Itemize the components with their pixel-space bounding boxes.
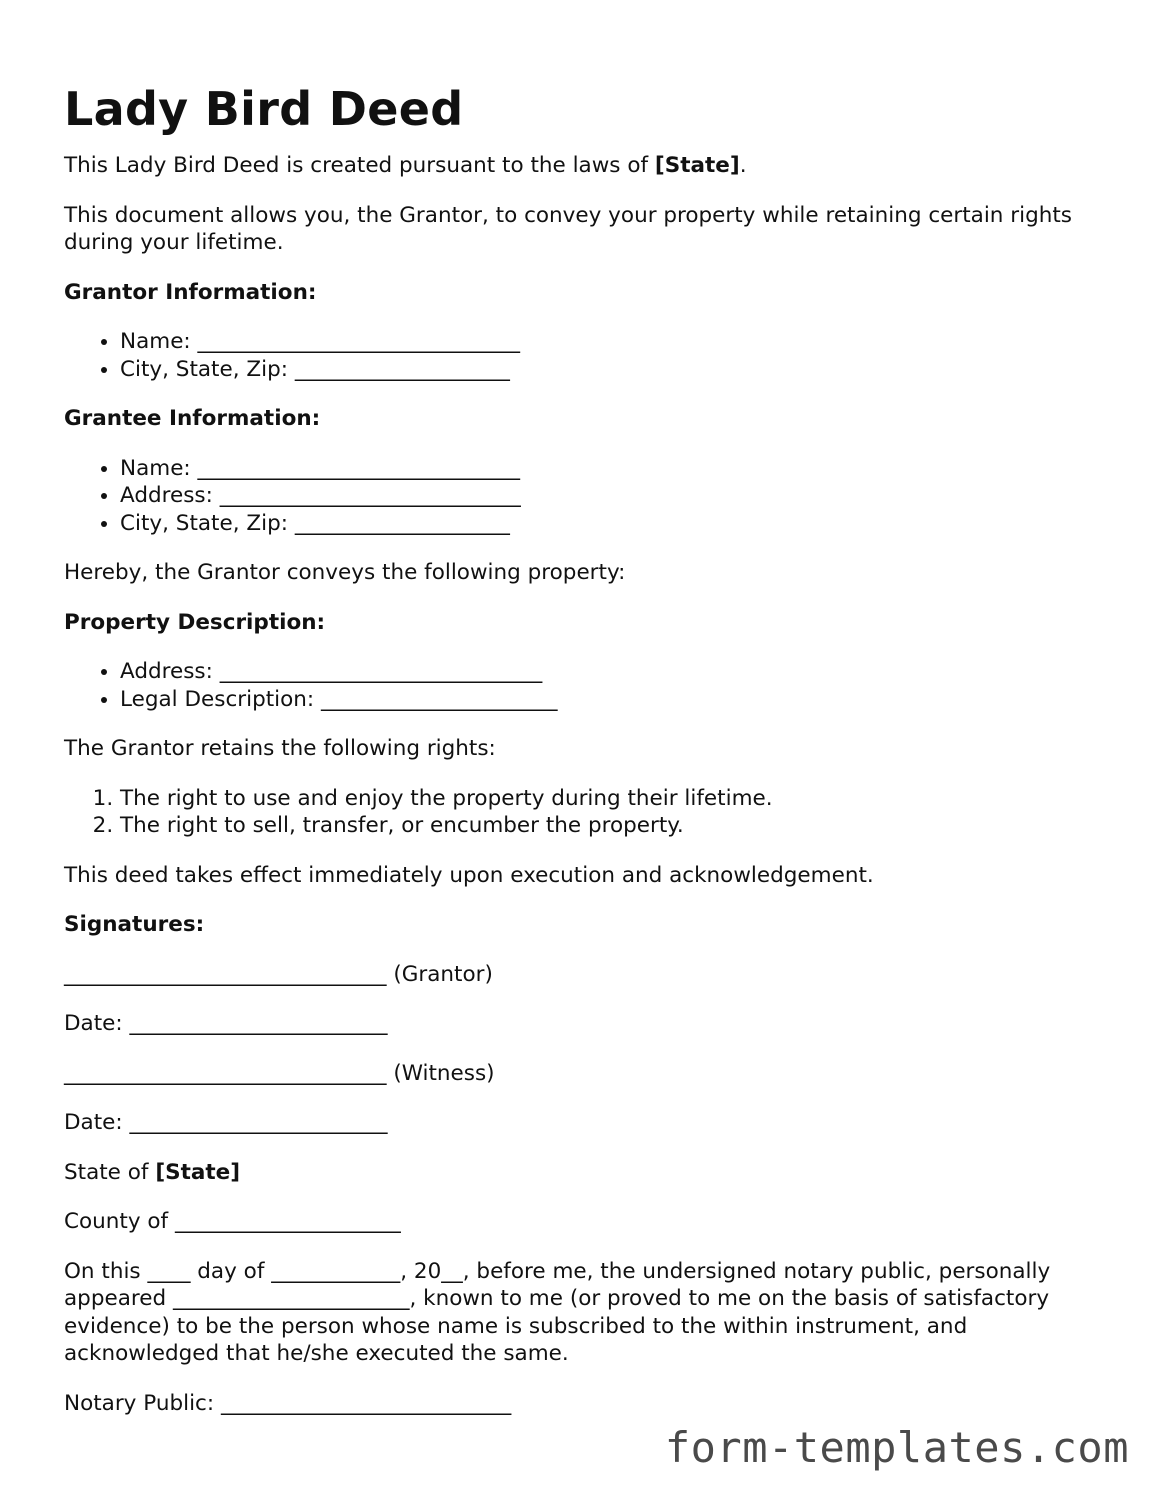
deed-document	[64, 80, 1124, 1439]
notary-state-line	[64, 1159, 1124, 1187]
grantor-heading: Grantor Information:	[64, 279, 317, 305]
signatures-heading: Signatures:	[64, 912, 205, 937]
grantee-address-field: • Address: ____________________________	[120, 482, 1124, 510]
intro-paragraph	[64, 152, 1124, 180]
notary-acknowledgement: On this ____ day of ____________, 20__, before me, the undersigned notary public, personally appeared ______________________, known to me (or proved to me on the basis of satisfactory evidence) to be the person whose name is subscribed to the within instrument, and acknowledged that he/she executed the same.	[64, 1258, 1051, 1366]
grantee-city-field: • City, State, Zip: ____________________	[120, 510, 1124, 538]
property-list	[64, 658, 1124, 713]
notary-state-placeholder: [State]	[155, 1159, 241, 1185]
intro-suffix: .	[739, 153, 747, 178]
effect-paragraph: This deed takes effect immediately upon execution and acknowledgement.	[64, 862, 874, 888]
right-item: 2. The right to sell, transfer, or encumber the property.	[120, 812, 1124, 840]
intro-state-placeholder: [State]	[654, 153, 740, 178]
grantor-city-field: • City, State, Zip: ____________________	[120, 356, 1124, 384]
purpose-paragraph: This document allows you, the Grantor, to convey your property while retaining certain rights during your lifetime.	[64, 202, 1072, 255]
conveys-paragraph: Hereby, the Grantor conveys the following property:	[64, 560, 626, 585]
property-heading: Property Description:	[64, 609, 326, 635]
intro-prefix: This Lady Bird Deed is created pursuant to the laws of	[64, 153, 655, 178]
watermark-logo: form-templates.com	[664, 1423, 1129, 1472]
grantee-list	[64, 455, 1124, 538]
notary-state-prefix: State of	[64, 1159, 156, 1185]
property-address-field: • Address: ______________________________	[120, 658, 1124, 686]
grantee-name-field: • Name: ______________________________	[120, 455, 1124, 483]
grantor-name-field: • Name: ______________________________	[120, 328, 1124, 356]
rights-list	[64, 785, 1124, 840]
right-item: 1. The right to use and enjoy the property during their lifetime.	[120, 785, 1124, 813]
notary-public-line: Notary Public: ___________________________	[64, 1390, 512, 1416]
witness-date-line: Date: ________________________	[64, 1110, 388, 1135]
document-title: Lady Bird Deed	[64, 82, 464, 136]
grantor-list	[64, 328, 1124, 383]
grantee-heading: Grantee Information:	[64, 406, 321, 431]
grantor-signature-line: ______________________________ (Grantor)	[64, 961, 493, 987]
rights-intro: The Grantor retains the following rights:	[64, 736, 496, 761]
property-legal-field: • Legal Description: ______________________	[120, 686, 1124, 714]
notary-county-line: County of _____________________	[64, 1209, 401, 1234]
witness-signature-line: ______________________________ (Witness)	[64, 1060, 495, 1086]
grantor-date-line: Date: ________________________	[64, 1011, 388, 1036]
